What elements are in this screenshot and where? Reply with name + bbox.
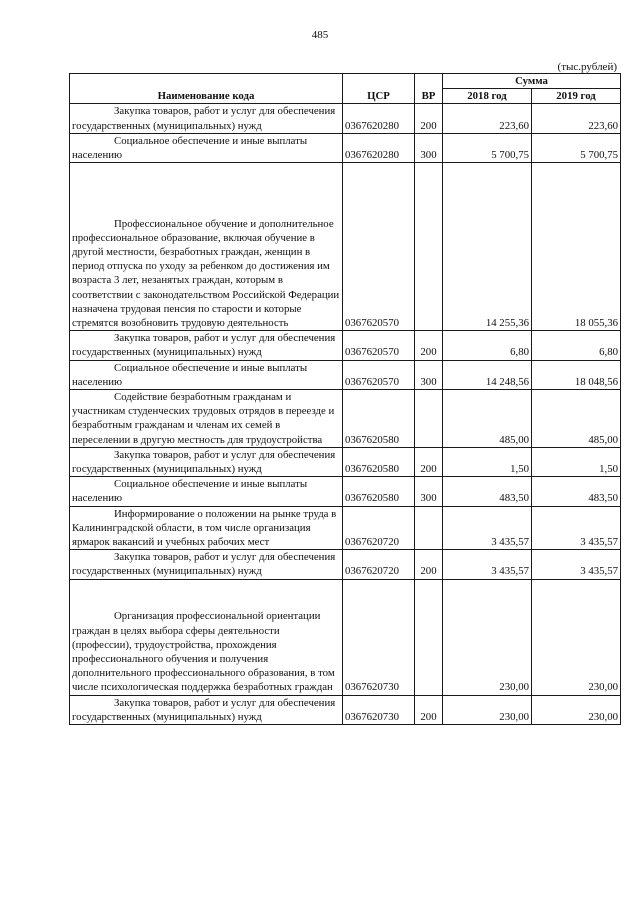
units-label: (тыс.рублей) [557,61,617,73]
row-2019: 230,00 [532,695,621,724]
row-2019: 18 048,56 [532,360,621,389]
row-csr: 0367620580 [343,477,415,506]
header-year-2019: 2019 год [532,89,621,104]
row-2019: 6,80 [532,331,621,360]
row-vr: 300 [415,133,443,162]
row-vr [415,506,443,550]
table-row [70,331,621,360]
row-2019: 485,00 [532,390,621,448]
table-row [70,447,621,476]
row-name: Закупка товаров, работ и услуг для обеспечения государственных (муниципальных) нужд [72,448,336,476]
row-csr: 0367620280 [343,104,415,133]
table-row [70,360,621,389]
row-csr: 0367620730 [343,579,415,695]
table-row [70,477,621,506]
row-2019: 223,60 [532,104,621,133]
row-2019: 230,00 [532,579,621,695]
row-2019: 5 700,75 [532,133,621,162]
row-2018: 485,00 [443,390,532,448]
row-name: Закупка товаров, работ и услуг для обеспечения государственных (муниципальных) нужд [72,551,336,578]
header-vr: ВР [415,74,443,104]
table-row [70,579,621,695]
table-row [70,390,621,448]
row-2018: 230,00 [443,579,532,695]
table-row [70,695,621,724]
row-vr: 200 [415,331,443,360]
row-name: Профессиональное обучение и дополнительное профессиональное образование, включая обучение в другой местности, безработных граждан, женщин в период отпуска по уходу за ребенком до достижения им возраста 3 лет, незанятых граждан, которым в соответствии с законодательством Российской Федерации назначена трудовая пенсия по старости и которые стремятся возобновить трудовую деятельность [72,217,340,330]
row-csr: 0367620720 [343,550,415,579]
row-csr: 0367620570 [343,331,415,360]
page-number: 485 [311,29,329,41]
row-name: Информирование о положении на рынке труда в Калининградской области, в том числе организация ярмарок вакансий и учебных рабочих мест [72,507,337,549]
row-csr: 0367620570 [343,163,415,331]
table-row [70,506,621,550]
row-vr: 200 [415,695,443,724]
row-csr: 0367620730 [343,695,415,724]
row-2019: 3 435,57 [532,506,621,550]
table-row [70,163,621,331]
budget-table [69,73,621,725]
row-2019: 1,50 [532,447,621,476]
row-2019: 18 055,36 [532,163,621,331]
header-csr: ЦСР [343,74,415,104]
row-2018: 483,50 [443,477,532,506]
row-vr [415,579,443,695]
row-2019: 3 435,57 [532,550,621,579]
row-vr: 300 [415,360,443,389]
row-name: Закупка товаров, работ и услуг для обеспечения государственных (муниципальных) нужд [72,696,336,723]
header-name: Наименование кода [70,74,343,104]
row-csr: 0367620720 [343,506,415,550]
row-vr: 200 [415,447,443,476]
row-2018: 1,50 [443,447,532,476]
row-2019: 483,50 [532,477,621,506]
table-row [70,550,621,579]
row-vr: 200 [415,104,443,133]
row-vr: 300 [415,477,443,506]
row-name: Содействие безработным гражданам и участникам студенческих трудовых отрядов в переезде и безработным гражданам и членам их семей в переселении в другую местность для трудоустройства [72,391,335,446]
row-name: Социальное обеспечение и иные выплаты населению [72,478,308,505]
row-2018: 223,60 [443,104,532,133]
row-2018: 14 255,36 [443,163,532,331]
row-2018: 3 435,57 [443,550,532,579]
row-csr: 0367620580 [343,447,415,476]
table-row [70,104,621,133]
row-name: Социальное обеспечение и иные выплаты населению [72,134,308,162]
header-sum: Сумма [443,74,621,89]
row-2018: 230,00 [443,695,532,724]
row-vr [415,163,443,331]
row-name: Закупка товаров, работ и услуг для обеспечения государственных (муниципальных) нужд [72,332,336,359]
row-2018: 6,80 [443,331,532,360]
row-name: Организация профессиональной ориентации граждан в целях выбора сферы деятельности (профессии), трудоустройства, прохождения профессионального обучения и получения дополнительного профессионального образования, в том числе психологическая поддержка безработных граждан [72,610,335,694]
table-row [70,133,621,162]
row-csr: 0367620580 [343,390,415,448]
row-2018: 14 248,56 [443,360,532,389]
row-csr: 0367620280 [343,133,415,162]
row-2018: 3 435,57 [443,506,532,550]
row-name: Закупка товаров, работ и услуг для обеспечения государственных (муниципальных) нужд [72,105,336,132]
row-name: Социальное обеспечение и иные выплаты населению [72,361,308,388]
row-vr [415,390,443,448]
row-vr: 200 [415,550,443,579]
row-csr: 0367620570 [343,360,415,389]
row-2018: 5 700,75 [443,133,532,162]
header-year-2018: 2018 год [443,89,532,104]
